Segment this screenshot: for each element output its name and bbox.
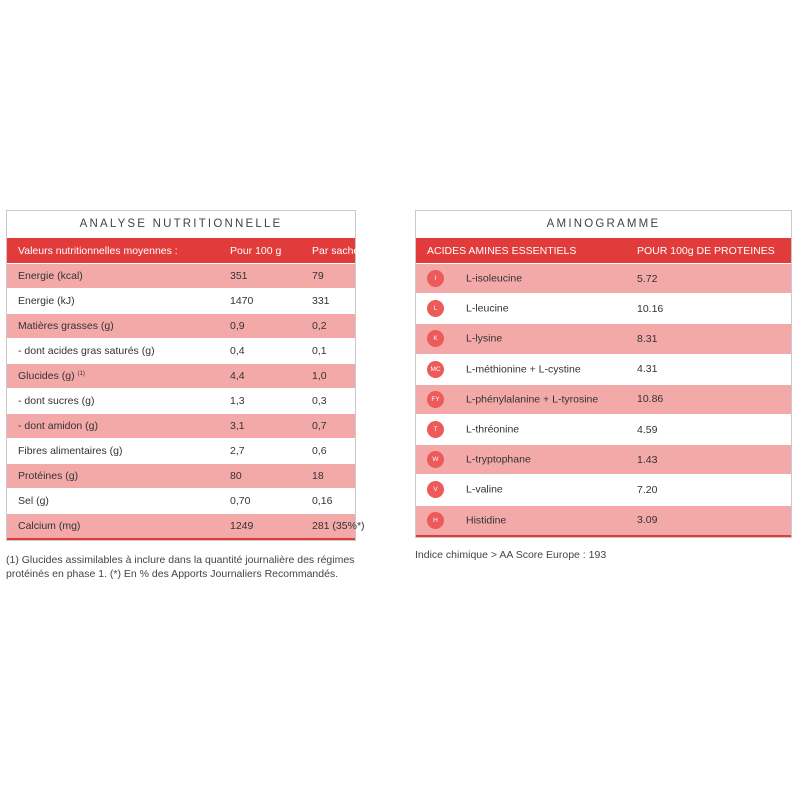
value-per-100g: 351: [219, 264, 301, 289]
aminogram-panel: [415, 210, 792, 538]
nutrient-label: [7, 439, 219, 464]
table-row: [416, 264, 791, 294]
value-per-sachet: 0,2: [301, 314, 355, 339]
value-per-sachet: 0,7: [301, 414, 355, 439]
amino-value: 10.86: [626, 384, 791, 414]
amino-acid-name: Histidine: [466, 514, 507, 527]
value-per-sachet: 0,16: [301, 489, 355, 514]
amino-acid-cell: [416, 414, 626, 444]
table-row: [416, 354, 791, 384]
amino-code-badge: T: [427, 421, 444, 438]
amino-code-badge: V: [427, 481, 444, 498]
amino-value: 7.20: [626, 475, 791, 505]
table-row: [7, 314, 355, 339]
table-row: [7, 339, 355, 364]
amino-acid-cell: [416, 354, 626, 384]
value-per-sachet: 1,0: [301, 364, 355, 389]
amino-value: 8.31: [626, 324, 791, 354]
header-amino-acids: ACIDES AMINES ESSENTIELS: [416, 238, 626, 264]
nutrition-bottom-rule: [7, 538, 355, 540]
nutrient-label-text: Calcium (mg): [18, 520, 81, 532]
header-nutrient: Valeurs nutritionnelles moyennes :: [7, 238, 219, 264]
nutrient-label-text: Fibres alimentaires (g): [18, 445, 123, 457]
nutrient-label: [7, 314, 219, 339]
amino-acid-name: L-phénylalanine + L-tyrosine: [466, 393, 599, 406]
amino-acid-cell: [416, 445, 626, 475]
amino-acid-name: L-valine: [466, 483, 503, 496]
header-per-100g-protein: POUR 100g DE PROTEINES: [626, 238, 791, 264]
table-row: [416, 294, 791, 324]
amino-code-badge: H: [427, 512, 444, 529]
amino-acid-name: L-thréonine: [466, 423, 520, 436]
table-row: [7, 464, 355, 489]
amino-value: 4.59: [626, 414, 791, 444]
amino-acid-cell: [416, 384, 626, 414]
table-row: [7, 389, 355, 414]
value-per-sachet: 0,3: [301, 389, 355, 414]
nutrient-label-text: Energie (kcal): [18, 270, 83, 282]
nutrition-panel: [6, 210, 365, 541]
nutrition-table: [7, 238, 365, 538]
amino-value: 4.31: [626, 354, 791, 384]
amino-acid-cell: [416, 475, 626, 505]
amino-acid-name: L-leucine: [466, 302, 509, 315]
nutrition-title: ANALYSE NUTRITIONNELLE: [79, 218, 283, 230]
nutrient-label-text: Glucides (g): [18, 370, 75, 382]
table-row: [416, 505, 791, 535]
table-row: [7, 489, 355, 514]
amino-value: 5.72: [626, 264, 791, 294]
amino-acid-cell: [416, 324, 626, 354]
nutrition-footnote: (1) Glucides assimilables à inclure dans la quantité journalière des régimes protéinés en phase 1. (*) En % des Apports Journaliers Recommandés.: [6, 554, 355, 580]
nutrient-label-text: - dont sucres (g): [18, 395, 95, 407]
table-row: [7, 289, 355, 314]
amino-code-badge: W: [427, 451, 444, 468]
amino-value: 3.09: [626, 505, 791, 535]
amino-acid-name: L-isoleucine: [466, 272, 523, 285]
table-row: [416, 324, 791, 354]
amino-acid-name: L-lysine: [466, 332, 503, 345]
value-per-100g: 80: [219, 464, 301, 489]
value-per-100g: 4,4: [219, 364, 301, 389]
table-row: [7, 364, 355, 389]
amino-code-badge: I: [427, 270, 444, 287]
amino-value: 1.43: [626, 445, 791, 475]
value-per-100g: 0,9: [219, 314, 301, 339]
nutrient-label: [7, 339, 219, 364]
table-row: [416, 414, 791, 444]
value-per-sachet: 79: [301, 264, 355, 289]
amino-code-badge: MC: [427, 361, 444, 378]
footnote-marker: (1): [77, 371, 85, 377]
nutrient-label-text: Matières grasses (g): [18, 320, 114, 332]
value-per-sachet: 0,1: [301, 339, 355, 364]
amino-value: 10.16: [626, 294, 791, 324]
aminogram-header-row: [416, 238, 791, 264]
amino-acid-cell: [416, 264, 626, 294]
table-row: [7, 414, 355, 439]
nutrient-label-text: - dont amidon (g): [18, 420, 98, 432]
value-per-100g: 1,3: [219, 389, 301, 414]
nutrient-label: [7, 389, 219, 414]
table-row: [416, 384, 791, 414]
table-row: [7, 264, 355, 289]
value-per-100g: 1470: [219, 289, 301, 314]
aminogram-title: AMINOGRAMME: [546, 218, 661, 230]
table-row: [7, 514, 355, 539]
header-per-100g: Pour 100 g: [219, 238, 301, 264]
nutrition-header-row: [7, 238, 355, 264]
value-per-sachet: 331: [301, 289, 355, 314]
nutrient-label: [7, 364, 219, 389]
table-row: [416, 445, 791, 475]
nutrient-label: [7, 264, 219, 289]
value-per-100g: 0,4: [219, 339, 301, 364]
value-per-100g: 3,1: [219, 414, 301, 439]
aminogram-bottom-rule: [416, 535, 791, 537]
table-row: [416, 475, 791, 505]
value-per-100g: 1249: [219, 514, 301, 539]
value-per-100g: 0,70: [219, 489, 301, 514]
nutrient-label: [7, 289, 219, 314]
nutrient-label-text: - dont acides gras saturés (g): [18, 345, 155, 357]
amino-code-badge: FY: [427, 391, 444, 408]
nutrient-label-text: Sel (g): [18, 495, 49, 507]
value-per-sachet: 281 (35%*): [301, 514, 355, 539]
amino-code-badge: K: [427, 330, 444, 347]
nutrient-label: [7, 514, 219, 539]
amino-acid-name: L-tryptophane: [466, 453, 531, 466]
nutrient-label-text: Energie (kJ): [18, 295, 75, 307]
nutrient-label: [7, 464, 219, 489]
header-per-sachet: Par sachet: [301, 238, 355, 264]
value-per-sachet: 18: [301, 464, 355, 489]
amino-acid-name: L-méthionine + L-cystine: [466, 363, 581, 376]
chemical-index: Indice chimique > AA Score Europe : 193: [415, 549, 607, 561]
nutrient-label: [7, 414, 219, 439]
amino-acid-cell: [416, 505, 626, 535]
value-per-sachet: 0,6: [301, 439, 355, 464]
nutrient-label: [7, 489, 219, 514]
amino-acid-cell: [416, 294, 626, 324]
amino-code-badge: L: [427, 300, 444, 317]
value-per-100g: 2,7: [219, 439, 301, 464]
aminogram-table: [416, 238, 791, 535]
nutrient-label-text: Protéines (g): [18, 470, 79, 482]
table-row: [7, 439, 355, 464]
